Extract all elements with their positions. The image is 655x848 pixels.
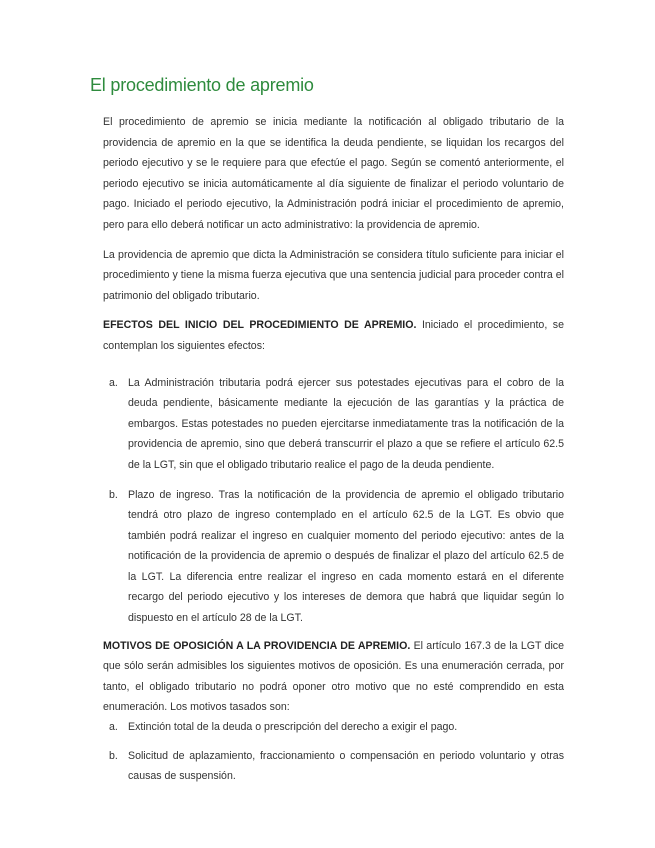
motivos-intro: El artículo 167.3 de la LGT dice que sólo serán admisibles los siguientes motivos de oposición. Es una enumeración cerrada, por tanto, el obligado tributario no podrá oponer otro motivo que no esté comprendido en esta enumeración. Los motivos tasados son: (103, 639, 564, 714)
efectos-paragraph (103, 315, 564, 356)
list-item-text: Plazo de ingreso. Tras la notificación de la providencia de apremio el obligado tributario tendrá otro plazo de ingreso contemplado en el artículo 62.5 de la LGT. Es obvio que también podrá realizar el ingreso en cualquier momento del periodo ejecutivo: antes de la notificación de la providencia de apremio o después de finalizar el plazo del artículo 62.5 de la LGT. La diferencia entre realizar el ingreso en cada momento estará en el diferente recargo del periodo ejecutivo y los intereses de demora que habrá que liquidar según lo dispuesto en el artículo 28 de la LGT. (128, 488, 564, 625)
motivos-list (103, 717, 564, 787)
list-item (103, 746, 564, 787)
document-body (103, 112, 564, 795)
efectos-heading: EFECTOS DEL INICIO DEL PROCEDIMIENTO DE APREMIO. (103, 319, 417, 332)
list-marker: b. (109, 749, 118, 762)
page-title: El procedimiento de apremio (90, 75, 314, 95)
motivos-paragraph (103, 636, 564, 718)
list-item-text: Solicitud de aplazamiento, fraccionamiento o compensación en periodo voluntario y otras causas de suspensión. (128, 749, 564, 783)
motivos-heading: MOTIVOS DE OPOSICIÓN A LA PROVIDENCIA DE APREMIO. (103, 639, 411, 652)
efectos-intro: Iniciado el procedimiento, se contemplan los siguientes efectos: (103, 319, 564, 352)
list-marker: b. (109, 488, 118, 501)
list-item-text: Extinción total de la deuda o prescripción del derecho a exigir el pago. (128, 721, 458, 734)
list-item (103, 717, 564, 738)
efectos-list (103, 373, 564, 629)
list-marker: a. (109, 376, 118, 389)
paragraph-intro: El procedimiento de apremio se inicia mediante la notificación al obligado tributario de la providencia de apremio en la que se identifica la deuda pendiente, se liquidan los recargos del periodo ejecutivo y se le requiere para que efectúe el pago. Según se comentó anteriormente, el periodo ejecutivo se inicia automáticamente al día siguiente de finalizar el periodo voluntario de pago. Iniciado el periodo ejecutivo, la Administración podrá iniciar el procedimiento de apremio, pero para ello deberá notificar un acto administrativo: la providencia de apremio. (103, 116, 564, 231)
list-item-text: La Administración tributaria podrá ejercer sus potestades ejecutivas para el cobro de la deuda pendiente, básicamente mediante la ejecución de las garantías y la práctica de embargos. Estas potestades no pueden ejercitarse inmediatamente tras la notificación de la providencia de apremio, sino que deberá transcurrir el plazo a que se refiere el artículo 62.5 de la LGT, sin que el obligado tributario realice el pago de la deuda pendiente. (128, 376, 564, 471)
list-marker: a. (109, 721, 118, 734)
list-item (103, 373, 564, 476)
paragraph-providencia: La providencia de apremio que dicta la Administración se considera título suficiente para iniciar el procedimiento y tiene la misma fuerza ejecutiva que una sentencia judicial para proceder contra el patrimonio del obligado tributario. (103, 248, 564, 302)
list-item (103, 485, 564, 629)
